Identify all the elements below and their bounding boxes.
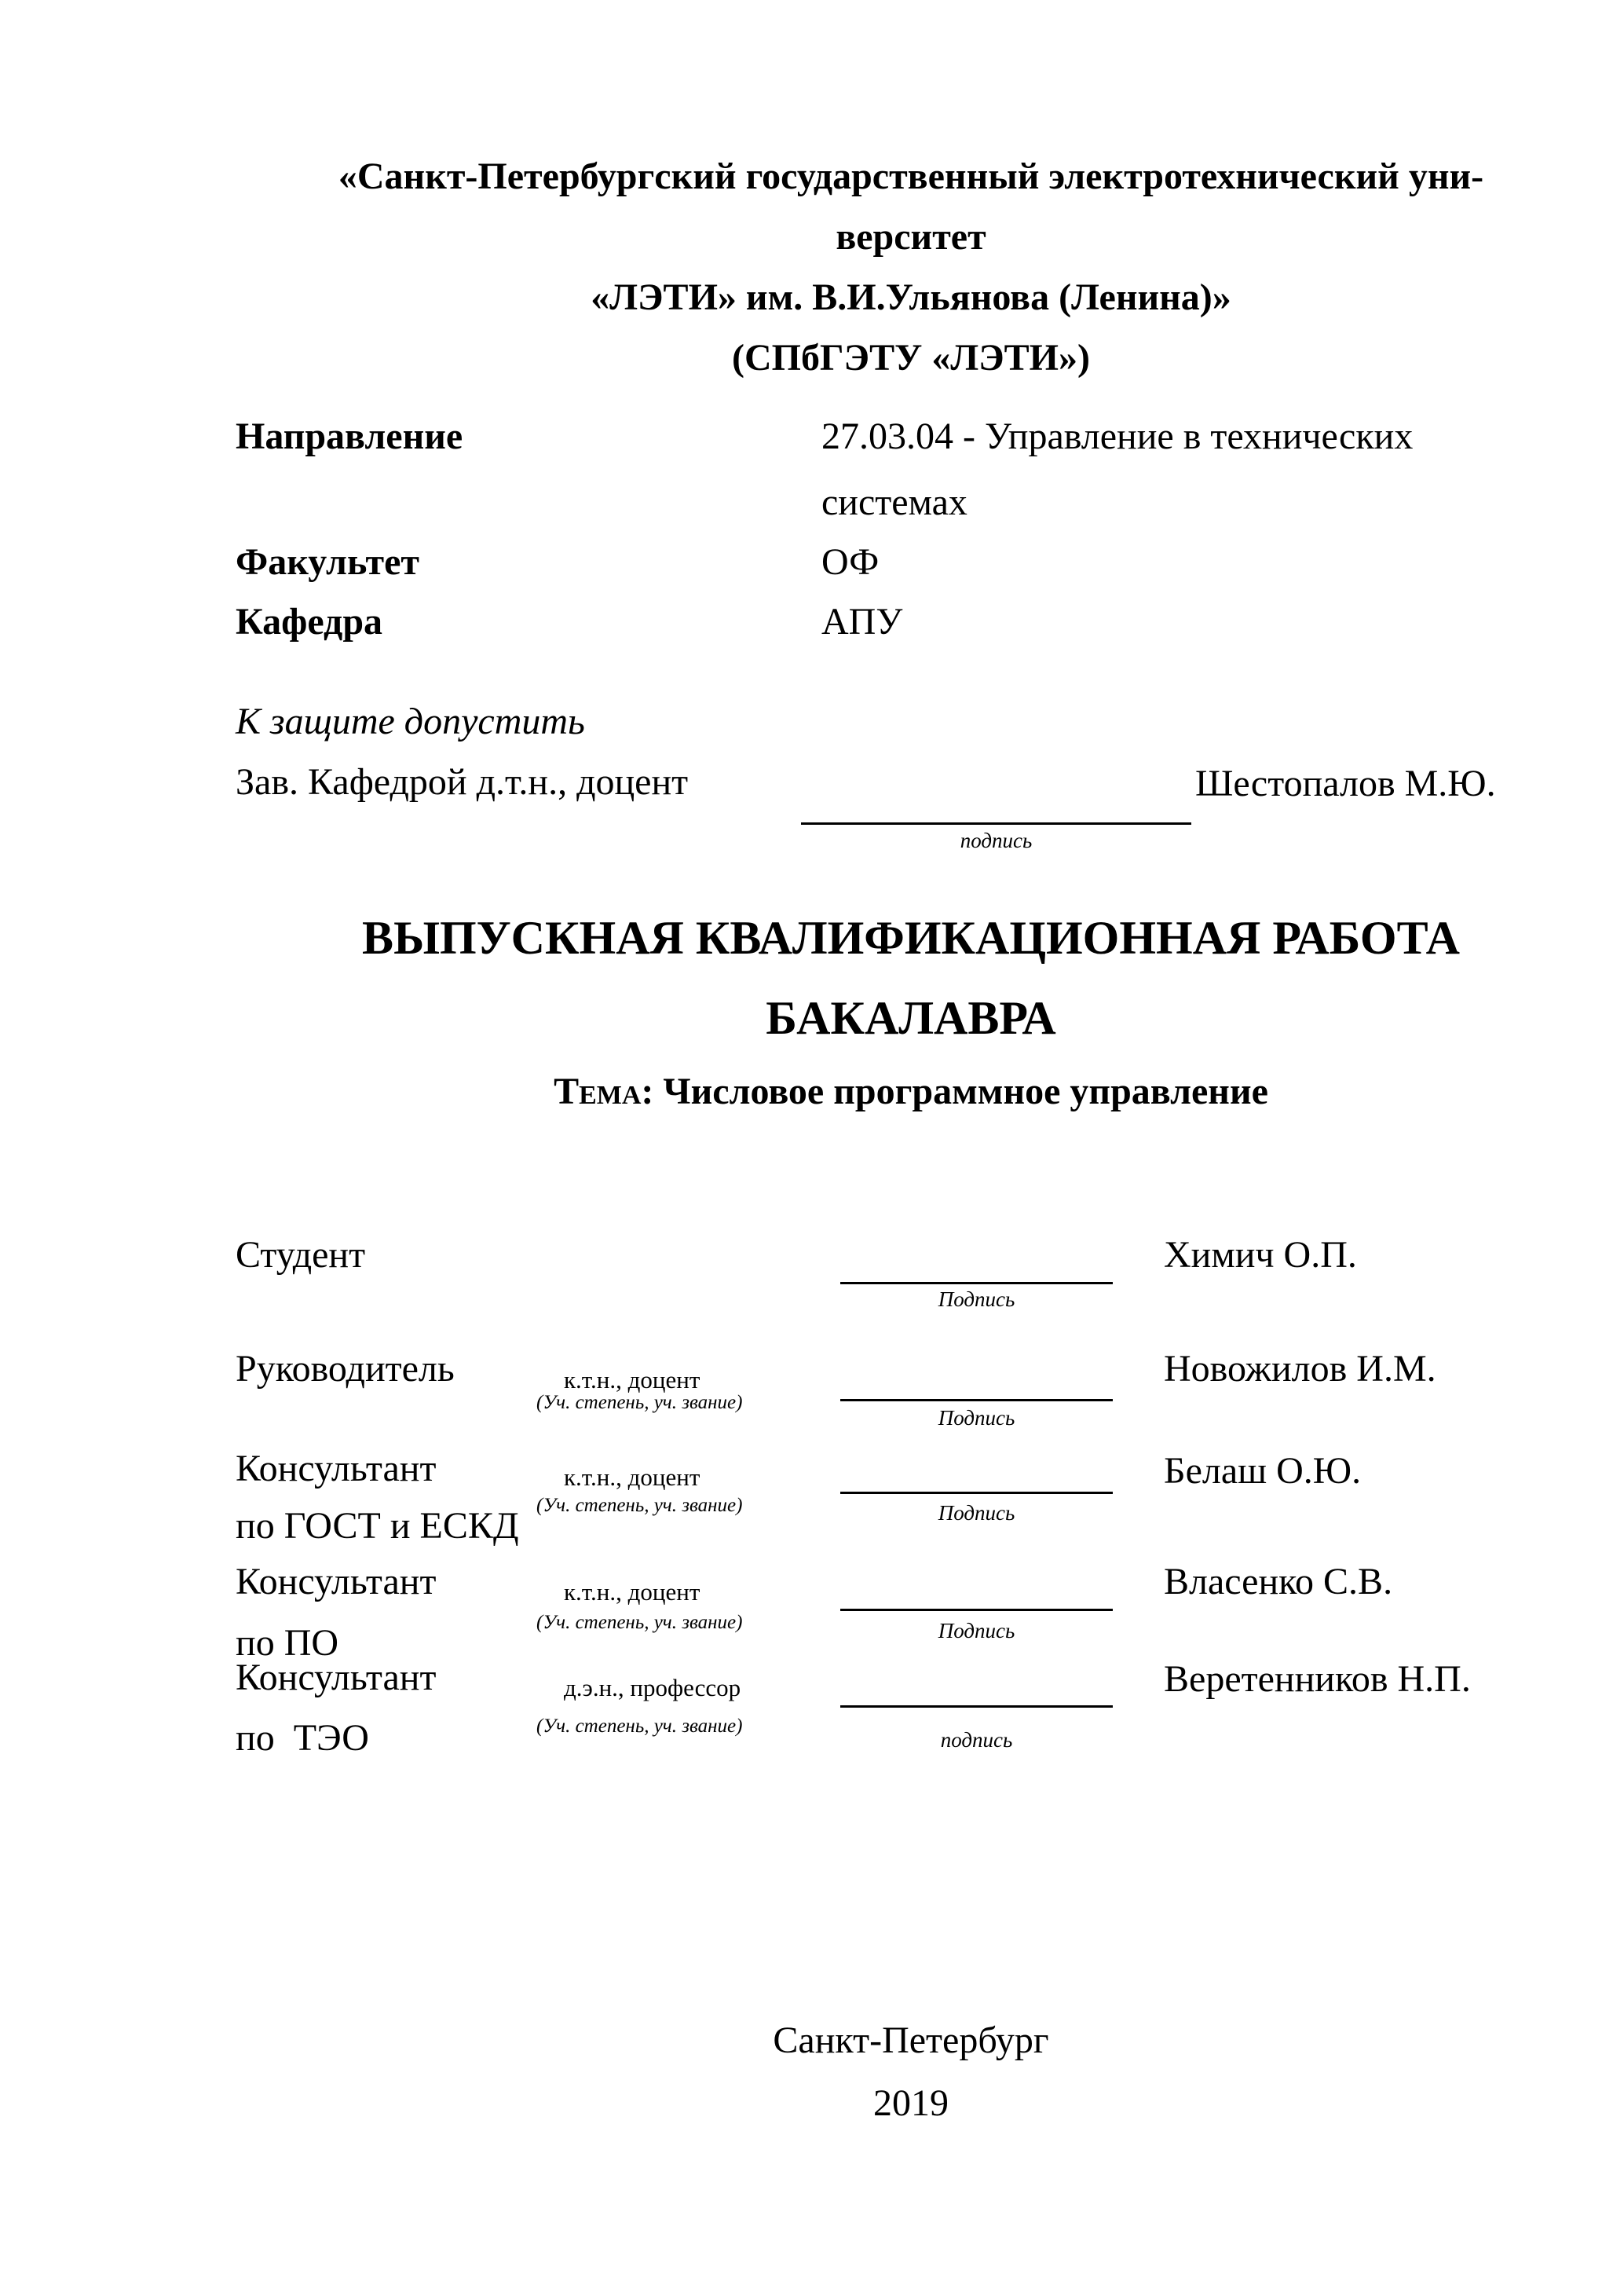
head-signature-line [801, 822, 1191, 825]
university-header-line-1: «Санкт-Петербургский государственный электротехнический уни- [338, 156, 1484, 197]
admission-note: К защите допустить [236, 701, 585, 742]
university-header-line-4: (СПбГЭТУ «ЛЭТИ») [732, 337, 1090, 379]
faculty-label: Факультет [236, 541, 419, 583]
direction-value-line-2: системах [821, 482, 967, 523]
supervisor-signature-caption: Подпись [938, 1406, 1015, 1430]
consultant-po-signature-caption: Подпись [938, 1619, 1015, 1642]
university-header-line-3: «ЛЭТИ» им. В.И.Ульянова (Ленина)» [591, 276, 1231, 318]
head-of-department-name: Шестопалов М.Ю. [1195, 763, 1496, 804]
student-name: Химич О.П. [1164, 1234, 1357, 1276]
head-signature-caption: подпись [960, 829, 1033, 852]
department-label: Кафедра [236, 601, 383, 643]
consultant-gost-credentials: к.т.н., доцент [564, 1463, 700, 1491]
consultant-po-name: Власенко С.В. [1164, 1561, 1393, 1602]
student-role: Студент [236, 1234, 366, 1276]
student-signature-line [840, 1282, 1113, 1284]
thesis-title-line-2: БАКАЛАВРА [766, 992, 1056, 1044]
thesis-topic [236, 1070, 1586, 1113]
consultant-po-signature-line [840, 1609, 1113, 1611]
consultant-teo-credentials: д.э.н., профессор [564, 1674, 741, 1701]
supervisor-credentials: к.т.н., доцент [564, 1366, 700, 1393]
footer [236, 2009, 1586, 2135]
consultant-gost-credentials-caption: (Уч. степень, уч. звание) [536, 1495, 743, 1516]
consultant-teo-signature-caption: подпись [940, 1728, 1013, 1752]
consultant-teo-role: Консультант [236, 1657, 437, 1698]
consultant-gost-signature-caption: Подпись [938, 1501, 1015, 1525]
student-signature-caption: Подпись [938, 1287, 1015, 1311]
consultant-po-credentials: к.т.н., доцент [564, 1578, 700, 1606]
footer-year: 2019 [873, 2082, 949, 2124]
thesis-title-line-1: ВЫПУСКНАЯ КВАЛИФИКАЦИОННАЯ РАБОТА [362, 912, 1460, 964]
supervisor-name: Новожилов И.М. [1164, 1348, 1436, 1390]
university-header [236, 146, 1586, 388]
consultant-gost-signature-line [840, 1492, 1113, 1494]
department-value: АПУ [821, 601, 903, 643]
consultant-teo-signature-line [840, 1705, 1113, 1708]
supervisor-signature-line [840, 1399, 1113, 1401]
thesis-topic-label: Тема: [554, 1071, 654, 1112]
faculty-value: ОФ [821, 541, 880, 583]
supervisor-role: Руководитель [236, 1348, 455, 1390]
supervisor-credentials-caption: (Уч. степень, уч. звание) [536, 1392, 743, 1413]
head-of-department-title: Зав. Кафедрой д.т.н., доцент [236, 761, 689, 803]
consultant-gost-role-line-2: по ГОСТ и ЕСКД [236, 1505, 519, 1547]
consultant-po-role: Консультант [236, 1561, 437, 1602]
university-header-line-2: верситет [836, 216, 986, 258]
direction-value-line-1: 27.03.04 - Управление в технических [821, 416, 1414, 457]
consultant-po-role-line-2: по ПО [236, 1622, 339, 1664]
consultant-teo-credentials-caption: (Уч. степень, уч. звание) [536, 1716, 743, 1737]
direction-label: Направление [236, 416, 463, 457]
consultant-teo-name: Веретенников Н.П. [1164, 1658, 1471, 1700]
consultant-po-credentials-caption: (Уч. степень, уч. звание) [536, 1612, 743, 1633]
thesis-topic-text: Числовое программное управление [663, 1071, 1268, 1112]
consultant-gost-name: Белаш О.Ю. [1164, 1450, 1362, 1492]
consultant-gost-role: Консультант [236, 1448, 437, 1489]
consultant-teo-role-line-2: по ТЭО [236, 1717, 369, 1759]
footer-city: Санкт-Петербург [773, 2020, 1049, 2061]
